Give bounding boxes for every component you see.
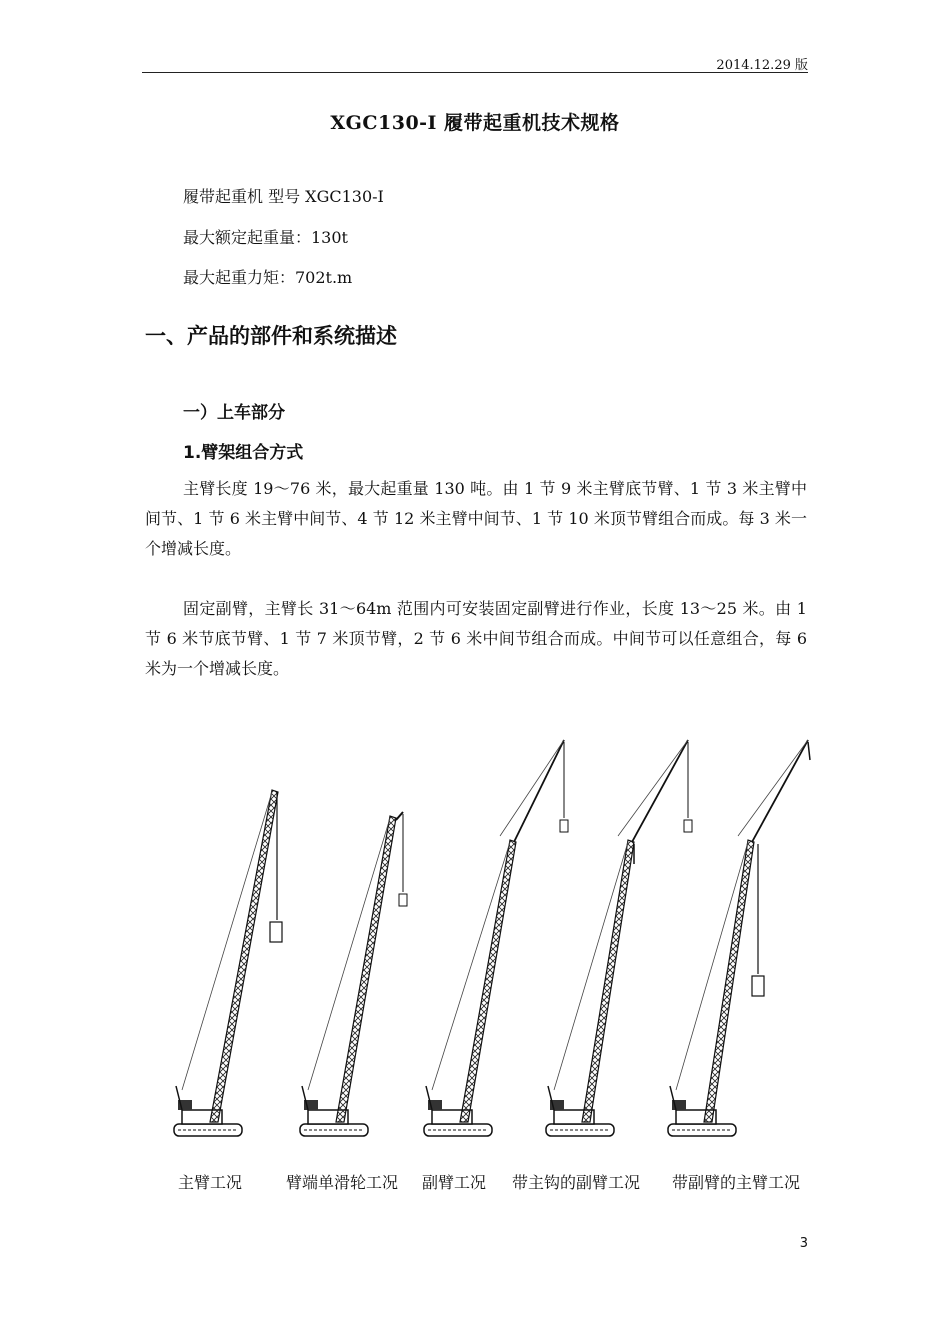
spec-max-moment: 最大起重力矩：702t.m xyxy=(183,268,353,287)
caption-single-sheave: 臂端单滑轮工况 xyxy=(286,1173,399,1192)
document-title: XGC130-I 履带起重机技术规格 xyxy=(330,112,620,134)
caption-main-boom-with-jib: 带副臂的主臂工况 xyxy=(672,1173,801,1192)
section-heading: 一、产品的部件和系统描述 xyxy=(145,324,397,348)
crane-configurations-figure xyxy=(160,730,820,1150)
caption-jib: 副臂工况 xyxy=(422,1173,487,1192)
paragraph-main-boom: 主臂长度 19～76 米，最大起重量 130 吨。由 1 节 9 米主臂底节臂、1 节 3 米主臂中间节、1 节 6 米主臂中间节、4 节 12 米主臂中间节、1 节 10 米顶节臂组合而成。每 3 米一个增减长度。 xyxy=(145,479,807,558)
figure-captions xyxy=(160,1170,820,1194)
spec-max-capacity: 最大额定起重量：130t xyxy=(183,228,348,247)
header-version-date: 2014.12.29 版 xyxy=(716,58,808,73)
crane-main-boom-icon xyxy=(174,790,282,1136)
crane-single-sheave-icon xyxy=(300,812,407,1136)
caption-jib-main-hook: 带主钩的副臂工况 xyxy=(512,1173,641,1192)
paragraph-fixed-jib: 固定副臂，主臂长 31～64m 范围内可安装固定副臂进行作业，长度 13～25 米。由 1 节 6 米节底节臂、1 节 7 米顶节臂，2 节 6 米中间节组合而成。中间节可以任意组合，每 6 米为一个增减长度。 xyxy=(145,599,807,678)
header-rule xyxy=(142,72,808,73)
crane-jib-main-hook-icon xyxy=(546,740,692,1136)
crane-jib-icon xyxy=(424,740,568,1136)
page-number: 3 xyxy=(799,1236,808,1251)
crane-main-boom-with-jib-icon xyxy=(668,740,810,1136)
subsection-heading: 一）上车部分 xyxy=(183,403,285,423)
caption-main-boom: 主臂工况 xyxy=(178,1173,243,1192)
spec-model: 履带起重机 型号 XGC130-I xyxy=(183,187,384,206)
item-heading: 1.臂架组合方式 xyxy=(183,443,304,463)
